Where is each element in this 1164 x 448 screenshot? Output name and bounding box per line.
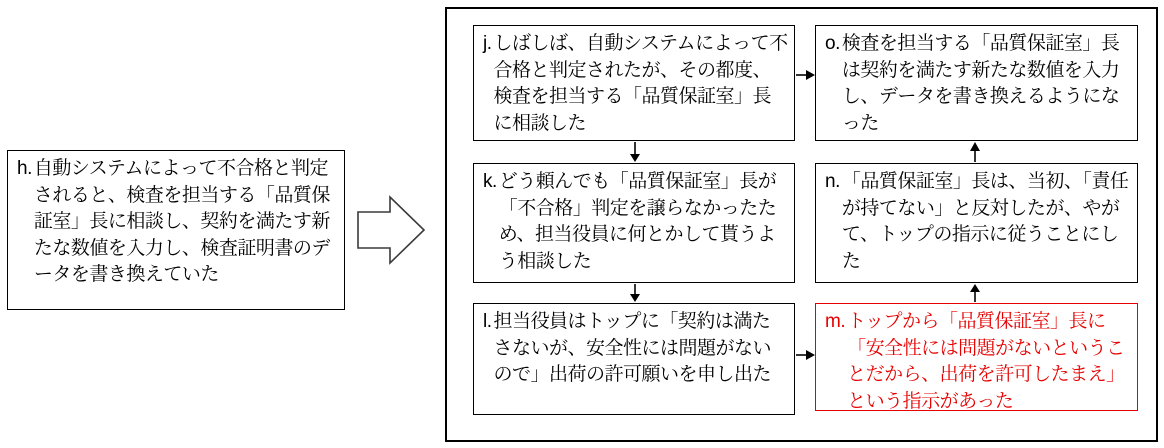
box-l [473, 303, 795, 415]
box-n-text: 「品質保証室」長は、当初、「責任が持てない」と反対したが、やがて、トップの指示に従うことにした [841, 171, 1129, 272]
box-j-label: j. [483, 33, 492, 54]
box-h [7, 150, 345, 310]
box-m-text: トップから「品質保証室」長に「安全性には問題がないということだから、出荷を許可したまえ」という指示があった [847, 311, 1125, 411]
box-j-text: しばしば、自動システムによって不合格と判定されたが、その都度、検査を担当する「品質保証室」長に相談した [493, 33, 788, 134]
box-j [473, 25, 795, 141]
box-n [815, 163, 1138, 283]
box-h-label: h. [17, 158, 32, 179]
box-o-label: o. [825, 33, 840, 54]
box-l-label: l. [483, 311, 492, 332]
box-o [815, 25, 1138, 141]
box-k-text: どう頼んでも「品質保証室」長が「不合格」判定を譲らなかったため、担当役員に何とかして貰うよう相談した [498, 171, 777, 272]
box-n-label: n. [825, 171, 840, 192]
box-h-text: 自動システムによって不合格と判定されると、検査を担当する「品質保証室」長に相談し、契約を満たす新たな数値を入力し、検査証明書のデータを書き換えていた [33, 158, 330, 285]
box-m [815, 303, 1138, 411]
box-k [473, 163, 795, 283]
box-m-label: m. [825, 311, 846, 332]
box-o-text: 検査を担当する「品質保証室」長は契約を満たす新たな数値を入力し、データを書き換えるようになった [841, 33, 1120, 134]
box-l-text: 担当役員はトップに「契約は満たさないが、安全性には問題がないので」出荷の許可願いを申し出た [493, 311, 772, 385]
box-k-label: k. [483, 171, 497, 192]
